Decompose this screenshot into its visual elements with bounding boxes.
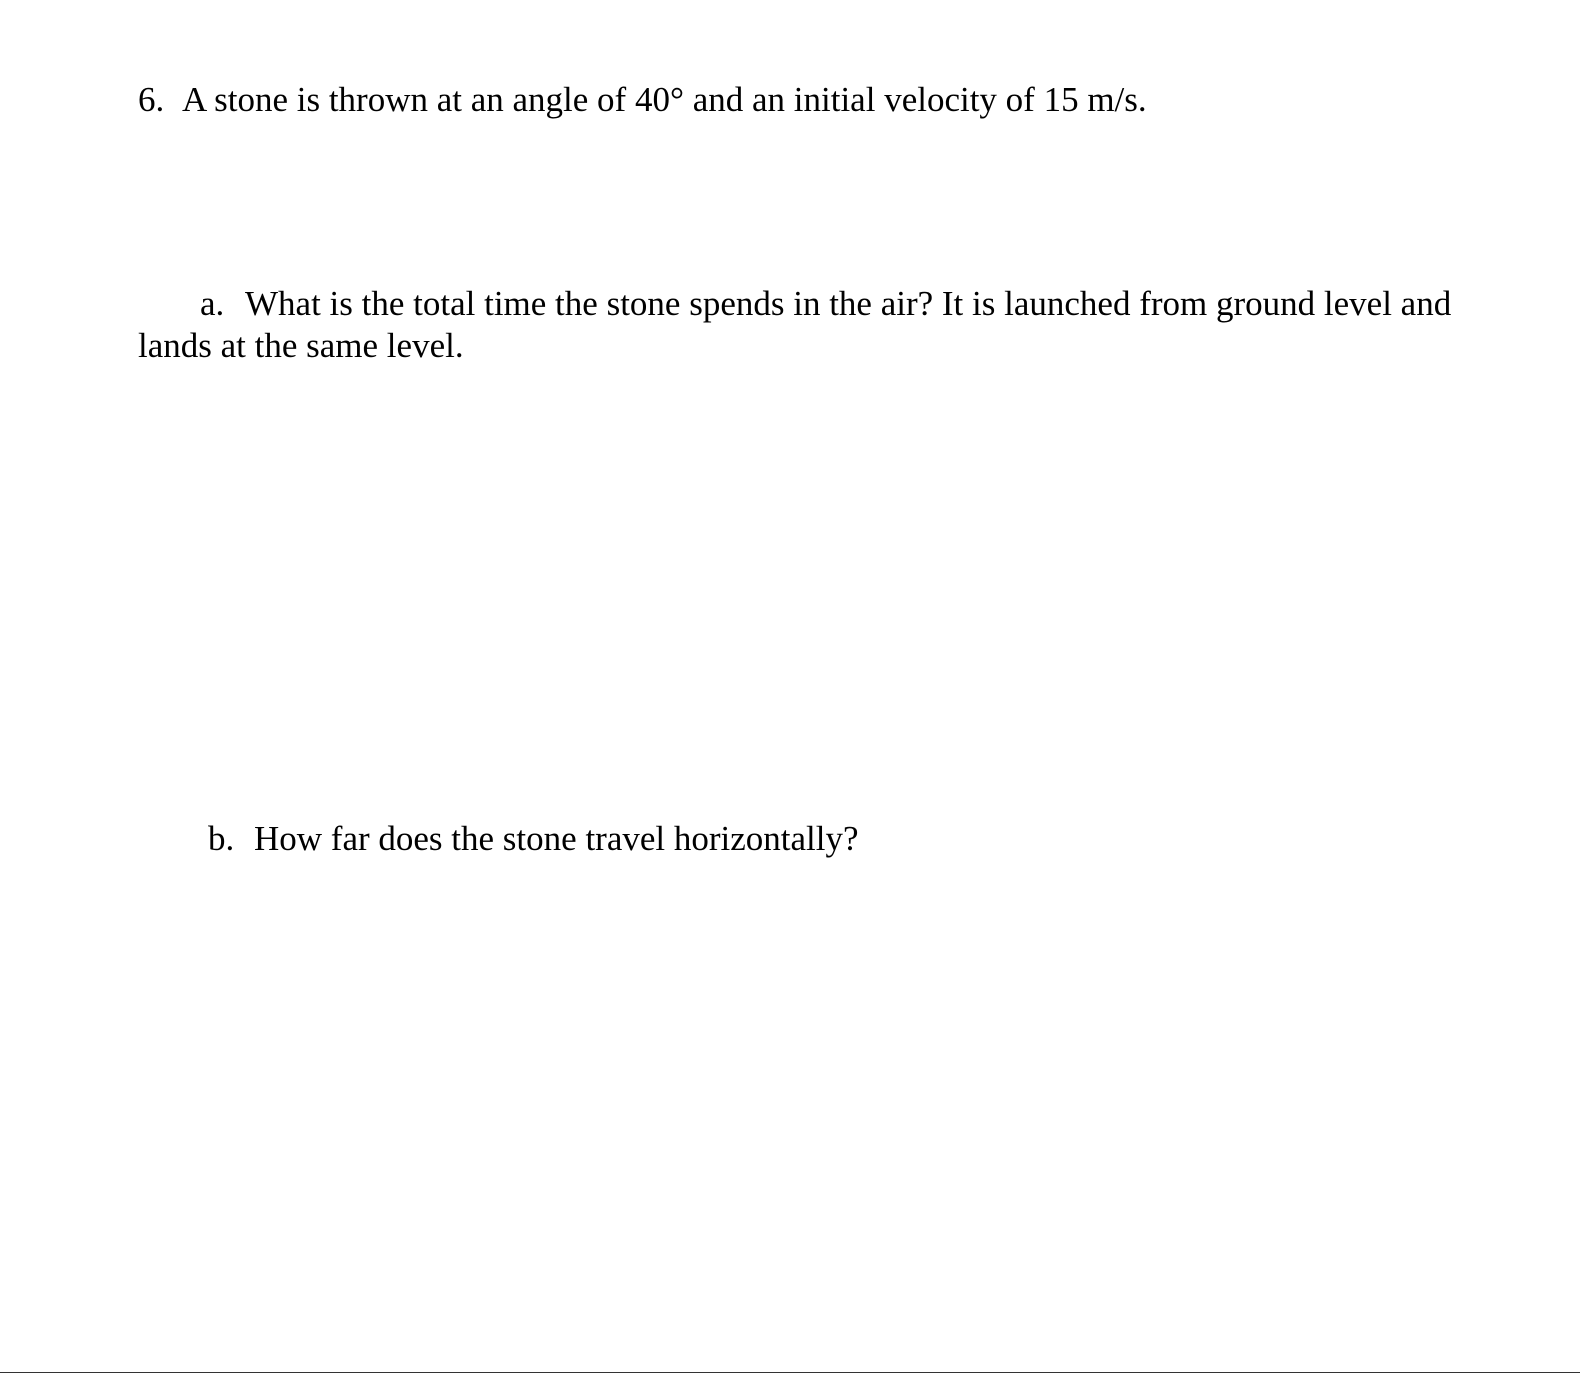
- part-b-letter: b.: [208, 819, 235, 858]
- question-6: [138, 78, 1147, 122]
- question-text: A stone is thrown at an angle of 40° and an initial velocity of 15 m/s.: [182, 80, 1147, 119]
- question-number: 6.: [138, 80, 165, 119]
- part-a: [138, 283, 1498, 367]
- part-b: [208, 817, 859, 861]
- part-a-letter: a.: [200, 284, 225, 323]
- part-a-text: What is the total time the stone spends in the air? It is launched from ground level and lands at the same level.: [138, 284, 1452, 365]
- page-bottom-rule: [0, 1372, 1580, 1373]
- part-b-text: How far does the stone travel horizontally?: [254, 819, 859, 858]
